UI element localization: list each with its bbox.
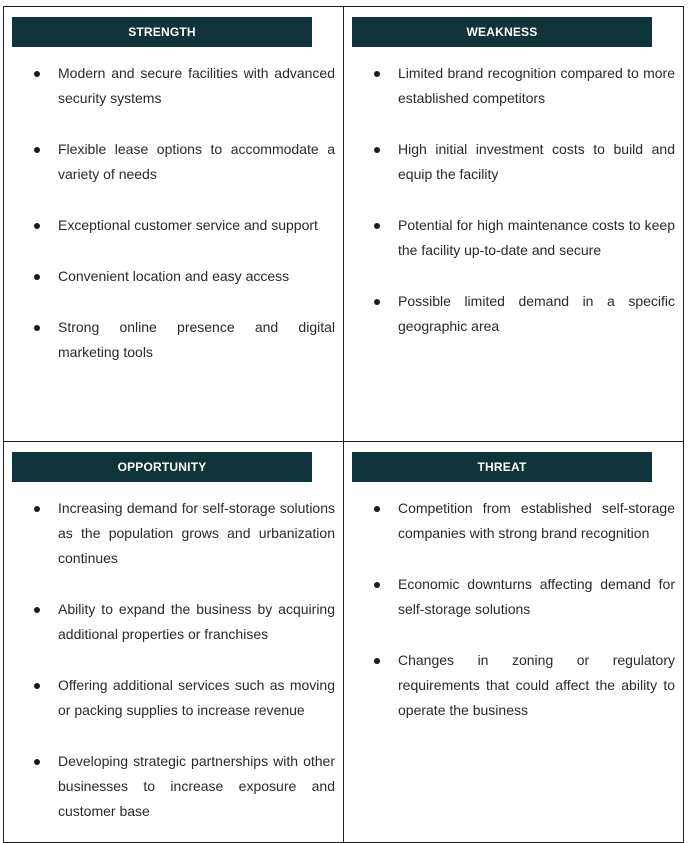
list-item <box>4 496 335 571</box>
bullet-icon <box>374 299 380 305</box>
swot-row-top <box>4 7 684 442</box>
weakness-list <box>344 61 683 339</box>
bullet-icon <box>374 506 380 512</box>
swot-row-bottom <box>4 442 684 843</box>
list-item-text: Limited brand recognition compared to more established competitors <box>398 65 675 106</box>
weakness-header: WEAKNESS <box>352 17 652 47</box>
list-item-text: Economic downturns affecting demand for self-storage solutions <box>398 576 675 617</box>
list-item <box>4 749 335 824</box>
list-item-text: Potential for high maintenance costs to keep the facility up-to-date and secure <box>398 217 675 258</box>
threat-header: THREAT <box>352 452 652 482</box>
list-item-text: Modern and secure facilities with advanced security systems <box>58 65 335 106</box>
bullet-icon <box>34 274 40 280</box>
list-item <box>344 137 675 187</box>
strength-header: STRENGTH <box>12 17 312 47</box>
bullet-icon <box>34 325 40 331</box>
list-item-text: Ability to expand the business by acquiring additional properties or franchises <box>58 601 335 642</box>
bullet-icon <box>34 71 40 77</box>
opportunity-list <box>4 496 343 824</box>
list-item <box>344 289 675 339</box>
list-item <box>344 496 675 546</box>
swot-table <box>3 6 684 843</box>
weakness-quadrant <box>344 17 683 441</box>
threat-quadrant <box>344 452 683 842</box>
list-item <box>344 213 675 263</box>
bullet-icon <box>34 506 40 512</box>
weakness-cell <box>344 7 684 442</box>
list-item <box>4 264 335 289</box>
opportunity-header: OPPORTUNITY <box>12 452 312 482</box>
opportunity-quadrant <box>4 452 343 842</box>
opportunity-cell <box>4 442 344 843</box>
bullet-icon <box>374 582 380 588</box>
bullet-icon <box>34 223 40 229</box>
list-item-text: Exceptional customer service and support <box>58 217 318 233</box>
strength-cell <box>4 7 344 442</box>
bullet-icon <box>34 147 40 153</box>
list-item <box>4 315 335 365</box>
list-item-text: Offering additional services such as moving or packing supplies to increase revenue <box>58 677 335 718</box>
list-item-text: High initial investment costs to build and equip the facility <box>398 141 675 182</box>
list-item-text: Developing strategic partnerships with other businesses to increase exposure and customer base <box>58 753 335 819</box>
list-item-text: Strong online presence and digital marketing tools <box>58 319 335 360</box>
list-item-text: Increasing demand for self-storage solutions as the population grows and urbanization continues <box>58 500 335 566</box>
strength-quadrant <box>4 17 343 441</box>
bullet-icon <box>34 759 40 765</box>
list-item <box>344 572 675 622</box>
strength-list <box>4 61 343 365</box>
list-item <box>344 61 675 111</box>
bullet-icon <box>34 607 40 613</box>
list-item <box>344 648 675 723</box>
bullet-icon <box>374 71 380 77</box>
list-item-text: Possible limited demand in a specific geographic area <box>398 293 675 334</box>
list-item <box>4 61 335 111</box>
threat-list <box>344 496 683 723</box>
bullet-icon <box>34 683 40 689</box>
bullet-icon <box>374 223 380 229</box>
list-item <box>4 597 335 647</box>
list-item <box>4 673 335 723</box>
list-item-text: Convenient location and easy access <box>58 268 290 284</box>
list-item-text: Competition from established self-storage companies with strong brand recognition <box>398 500 675 541</box>
list-item-text: Changes in zoning or regulatory requirements that could affect the ability to operate the business <box>398 652 675 718</box>
bullet-icon <box>374 147 380 153</box>
list-item <box>4 213 335 238</box>
bullet-icon <box>374 658 380 664</box>
threat-cell <box>344 442 684 843</box>
list-item <box>4 137 335 187</box>
list-item-text: Flexible lease options to accommodate a variety of needs <box>58 141 335 182</box>
